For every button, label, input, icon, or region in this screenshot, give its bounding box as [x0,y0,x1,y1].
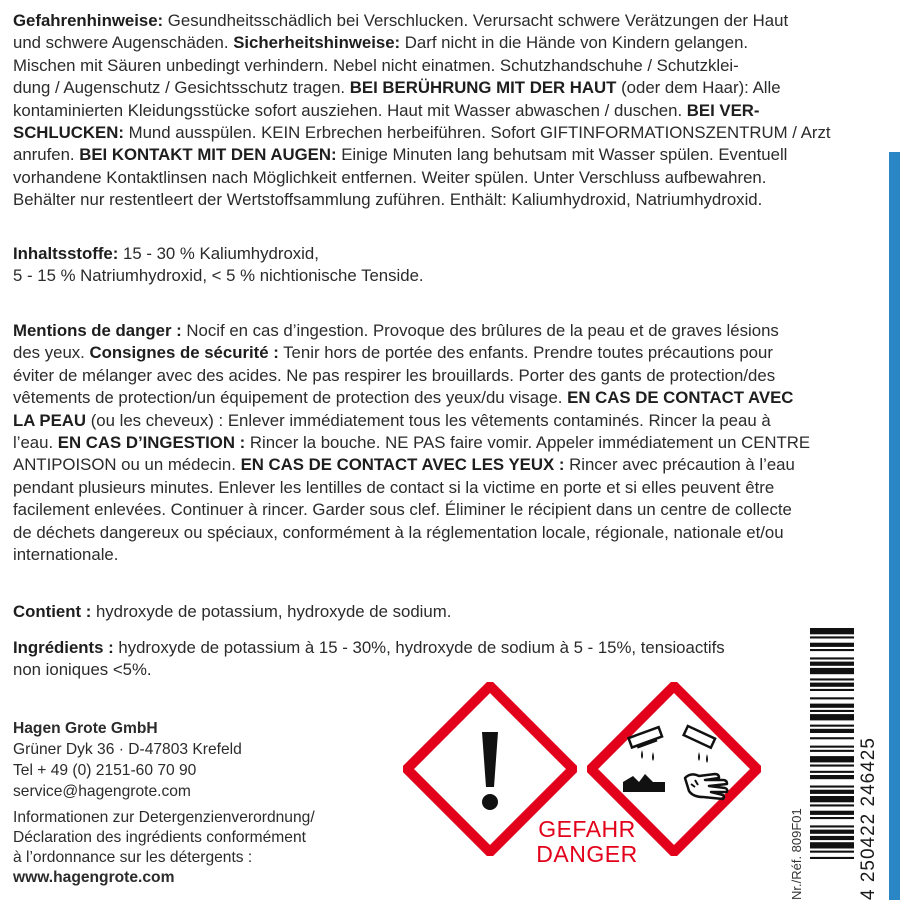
german-hazard-text [13,10,875,212]
text-run: dung / Augenschutz / Gesichtsschutz tragen. [13,78,350,98]
text-line [13,637,875,659]
text-run: éviter de mélanger avec des acides. Ne pas respirer les brouillards. Porter des gants de protection/des [13,365,776,385]
barcode-bar [810,678,854,680]
reference-number: Nr./Réf. 809F01 [789,808,804,900]
bold-heading: Contient : [13,602,92,621]
barcode-bar [810,786,854,788]
barcode-bar [810,804,854,806]
text-run: non ioniques <5%. [13,660,152,680]
bold-heading: BEI KONTAKT MIT DEN AUGEN: [79,145,337,165]
text-run: vêtements de protection/un équipement de protection des yeux/du visage. [13,388,568,408]
text-run: Nocif en cas d’ingestion. Provoque des brûlures de la peau et de graves lésions [181,321,779,340]
barcode-bar [810,765,854,767]
text-line [13,659,875,681]
barcode-bar [810,643,854,647]
text-line [13,499,875,521]
bold-heading: BEI VER- [686,100,760,120]
bold-heading: LA PEAU [13,410,87,430]
barcode-bar [810,790,854,794]
company-name: Hagen Grote GmbH [13,720,158,737]
barcode-digits: 4 250422 246425 [858,737,879,900]
barcode-bar [810,836,854,840]
barcode-bar [810,746,854,748]
text-line [13,342,875,364]
text-run: Rincer avec précaution à l’eau [564,455,795,475]
barcode-bar [810,697,854,699]
text-run: (oder dem Haar): Alle [616,78,781,98]
barcode [810,628,854,866]
text-run: Mischen mit Säuren unbedingt verhindern. Nebel nicht einatmen. Schutzhandschuhe / Schutzklei- [13,55,739,75]
barcode-bar [810,857,854,859]
barcode-bar [810,771,854,773]
barcode-bar [810,796,854,802]
french-ingredients-text [13,637,875,682]
text-line [13,122,875,144]
barcode-bar [810,756,854,762]
barcode-bar [810,636,854,638]
text-run: Tenir hors de portée des enfants. Prendre toutes précautions pour [278,343,773,363]
barcode-bar [810,704,854,708]
text-run: Gesundheitsschädlich bei Verschlucken. Verursacht schwere Verätzungen der Haut [163,11,789,30]
text-run: hydroxyde de potassium, hydroxyde de sodium. [91,602,452,621]
declaration-line-2: Déclaration des ingrédients conformément [13,829,306,846]
company-email: service@hagengrote.com [13,783,191,800]
bold-heading: Consignes de sécurité : [89,343,279,363]
text-run: ANTIPOISON ou un médecin. [13,455,241,475]
barcode-bar [810,775,854,779]
text-line [13,410,875,432]
barcode-bar [810,649,854,651]
barcode-bar [810,825,854,827]
text-run: hydroxyde de potassium à 15 - 30%, hydroxyde de sodium à 5 - 15%, tensioactifs [113,638,725,657]
text-run: Einige Minuten lang behutsam mit Wasser spülen. Eventuell [336,145,788,165]
barcode-bar [810,710,854,712]
text-run: 5 - 15 % Natriumhydroxid, < 5 % nichtionische Tenside. [13,266,424,286]
barcode-bar [810,683,854,687]
text-run: Behälter nur restentleert der Wertstoffsammlung zuführen. Enthält: Kaliumhydroxid, Natriumhydroxid. [13,190,763,210]
declaration-line-3: à l’ordonnance sur les détergents : [13,849,253,866]
barcode-bar [810,750,854,752]
barcode-bar [810,851,854,853]
bold-heading: SCHLUCKEN: [13,123,124,143]
bold-heading: Sicherheitshinweise: [233,33,401,53]
text-line [13,432,875,454]
barcode-bar [810,817,854,819]
text-run: (ou les cheveux) : Enlever immédiatement tous les vêtements contaminés. Rincer la peau à [86,410,771,430]
text-run: 15 - 30 % Kaliumhydroxid, [118,244,319,263]
text-run: Darf nicht in die Hände von Kindern gelangen. [400,33,749,53]
text-run: anrufen. [13,145,80,165]
text-line [13,522,875,544]
text-line [13,10,875,32]
text-run: und schwere Augenschäden. [13,33,234,53]
text-line [13,601,875,623]
bold-heading: EN CAS DE CONTACT AVEC [567,388,794,408]
text-line [13,100,875,122]
text-run: de déchets dangereux ou spéciaux, conformément à la réglementation locale, régionale, nationale et/ou [13,522,784,542]
text-line [13,189,875,211]
barcode-bar [810,657,854,659]
signal-word-de: GEFAHR [538,816,636,842]
barcode-bar [810,689,854,691]
german-ingredients-text [13,243,875,288]
text-line [13,265,875,287]
company-address [13,718,242,802]
bold-heading: BEI BERÜHRUNG MIT DER HAUT [349,78,617,98]
declaration-line-1: Informationen zur Detergenzienverordnung/ [13,809,315,826]
text-line [13,243,875,265]
text-run: vorhandene Kontaktlinsen nach Möglichkeit entfernen. Weiter spülen. Unter Verschluss aufbewahren. [13,167,767,187]
company-street: Grüner Dyk 36 · D-47803 Krefeld [13,741,242,758]
package-edge [889,152,900,900]
barcode-bar [810,830,854,834]
bold-heading: Inhaltsstoffe: [13,244,119,263]
barcode-bar [810,842,854,848]
bold-heading: Ingrédients : [13,638,114,657]
text-line [13,77,875,99]
text-line [13,167,875,189]
barcode-bar [810,811,854,815]
text-run: Rincer la bouche. NE PAS faire vomir. Appeler immédiatement un CENTRE [245,433,811,453]
text-line [13,144,875,166]
text-line [13,477,875,499]
barcode-bar [810,714,854,720]
bold-heading: Gefahrenhinweise: [13,11,164,30]
text-run: l’eau. [13,433,58,453]
text-run: pendant plusieurs minutes. Enlever les lentilles de contact si la victime en porte et si elles peuvent être [13,477,775,497]
french-contains-text [13,601,875,623]
detergent-declaration [13,808,315,888]
company-phone: Tel + 49 (0) 2151-60 70 90 [13,762,197,779]
text-line [13,32,875,54]
text-line [13,320,875,342]
text-line [13,387,875,409]
text-run: Mund ausspülen. KEIN Erbrechen herbeiführen. Sofort GIFTINFORMATIONSZENTRUM / Arzt [123,123,831,143]
text-line [13,544,875,566]
text-line [13,454,875,476]
barcode-bar [810,628,854,634]
text-line [13,55,875,77]
signal-word-fr: DANGER [536,841,638,867]
french-hazard-text [13,320,875,566]
text-run: internationale. [13,545,119,565]
barcode-bar [810,725,854,727]
barcode-bar [810,662,854,666]
barcode-bar [810,737,854,739]
text-run: kontaminierten Kleidungsstücke sofort ausziehen. Haut mit Wasser abwaschen / duschen. [13,100,687,120]
bold-heading: EN CAS D’INGESTION : [57,433,246,453]
barcode-bar [810,668,854,674]
bold-heading: Mentions de danger : [13,321,182,340]
text-run: des yeux. [13,343,90,363]
website-url: www.hagengrote.com [13,869,175,886]
text-run: facilement enlevées. Continuer à rincer. Garder sous clef. Éliminer le récipient dans un centre de collecte [13,500,792,520]
barcode-bar [810,729,854,733]
text-line [13,365,875,387]
bold-heading: EN CAS DE CONTACT AVEC LES YEUX : [240,455,565,475]
